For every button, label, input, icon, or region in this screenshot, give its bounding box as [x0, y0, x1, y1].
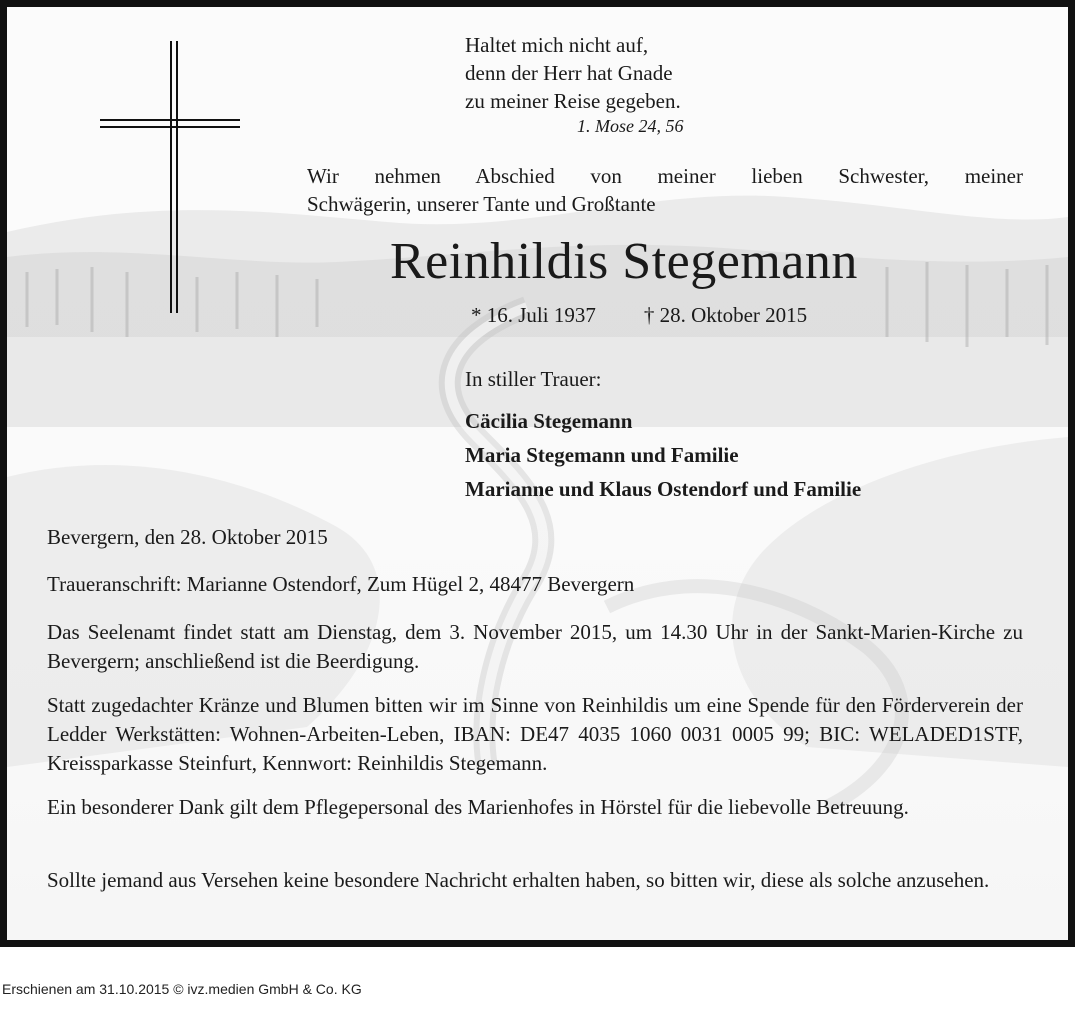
thanks-note: Ein besonderer Dank gilt dem Pflegepersonal des Marienhofes in Hörstel für die liebevolle Betreuung. [47, 795, 909, 819]
deceased-name: Reinhildis Stegemann [390, 233, 858, 290]
verse-line: zu meiner Reise gegeben. [465, 89, 681, 113]
mourner-name: Marianne und Klaus Ostendorf und Familie [465, 477, 862, 501]
mourning-label: In stiller Trauer: [465, 367, 602, 391]
requiem-mass-info: Das Seelenamt findet statt am Dienstag, dem 3. November 2015, um 14.30 Uhr in der Sankt-Marien-Kirche zu Bevergern; anschließend ist die Beerdigung. [47, 620, 1023, 673]
latin-cross-icon [100, 41, 240, 313]
mourner-name: Cäcilia Stegemann [465, 409, 633, 433]
verse-reference: 1. Mose 24, 56 [577, 116, 684, 136]
death-date: † 28. Oktober 2015 [643, 303, 808, 327]
mourning-address: Traueranschrift: Marianne Ostendorf, Zum Hügel 2, 48477 Bevergern [47, 572, 635, 596]
mourners-list [465, 404, 861, 506]
life-dates [471, 301, 807, 329]
notification-notice: Sollte jemand aus Versehen keine besondere Nachricht erhalten haben, so bitten wir, diese als solche anzusehen. [47, 868, 990, 892]
mourner-name: Maria Stegemann und Familie [465, 443, 739, 467]
intro-line-2: Schwägerin, unserer Tante und Großtante [307, 192, 656, 216]
place-and-date: Bevergern, den 28. Oktober 2015 [47, 525, 328, 549]
donation-request: Statt zugedachter Kränze und Blumen bitten wir im Sinne von Reinhildis um eine Spende für den Förderverein der Ledder Werkstätten: Wohnen-Arbeiten-Leben, IBAN: DE47 4035 1060 0031 0005 99; BIC: WELADED1STF, Kreissparkasse Steinfurt, Kennwort: Reinhildis Stegemann. [47, 693, 1023, 775]
birth-date: * 16. Juli 1937 [471, 303, 596, 327]
verse-line: denn der Herr hat Gnade [465, 61, 673, 85]
intro-line-1: Wir nehmen Abschied von meiner lieben Schwester, meiner [307, 164, 1023, 188]
bible-verse [465, 31, 681, 115]
verse-line: Haltet mich nicht auf, [465, 33, 649, 57]
publication-footer: Erschienen am 31.10.2015 © ivz.medien GmbH & Co. KG [2, 981, 362, 997]
farewell-intro [307, 162, 1023, 218]
obituary-content [7, 7, 1068, 940]
